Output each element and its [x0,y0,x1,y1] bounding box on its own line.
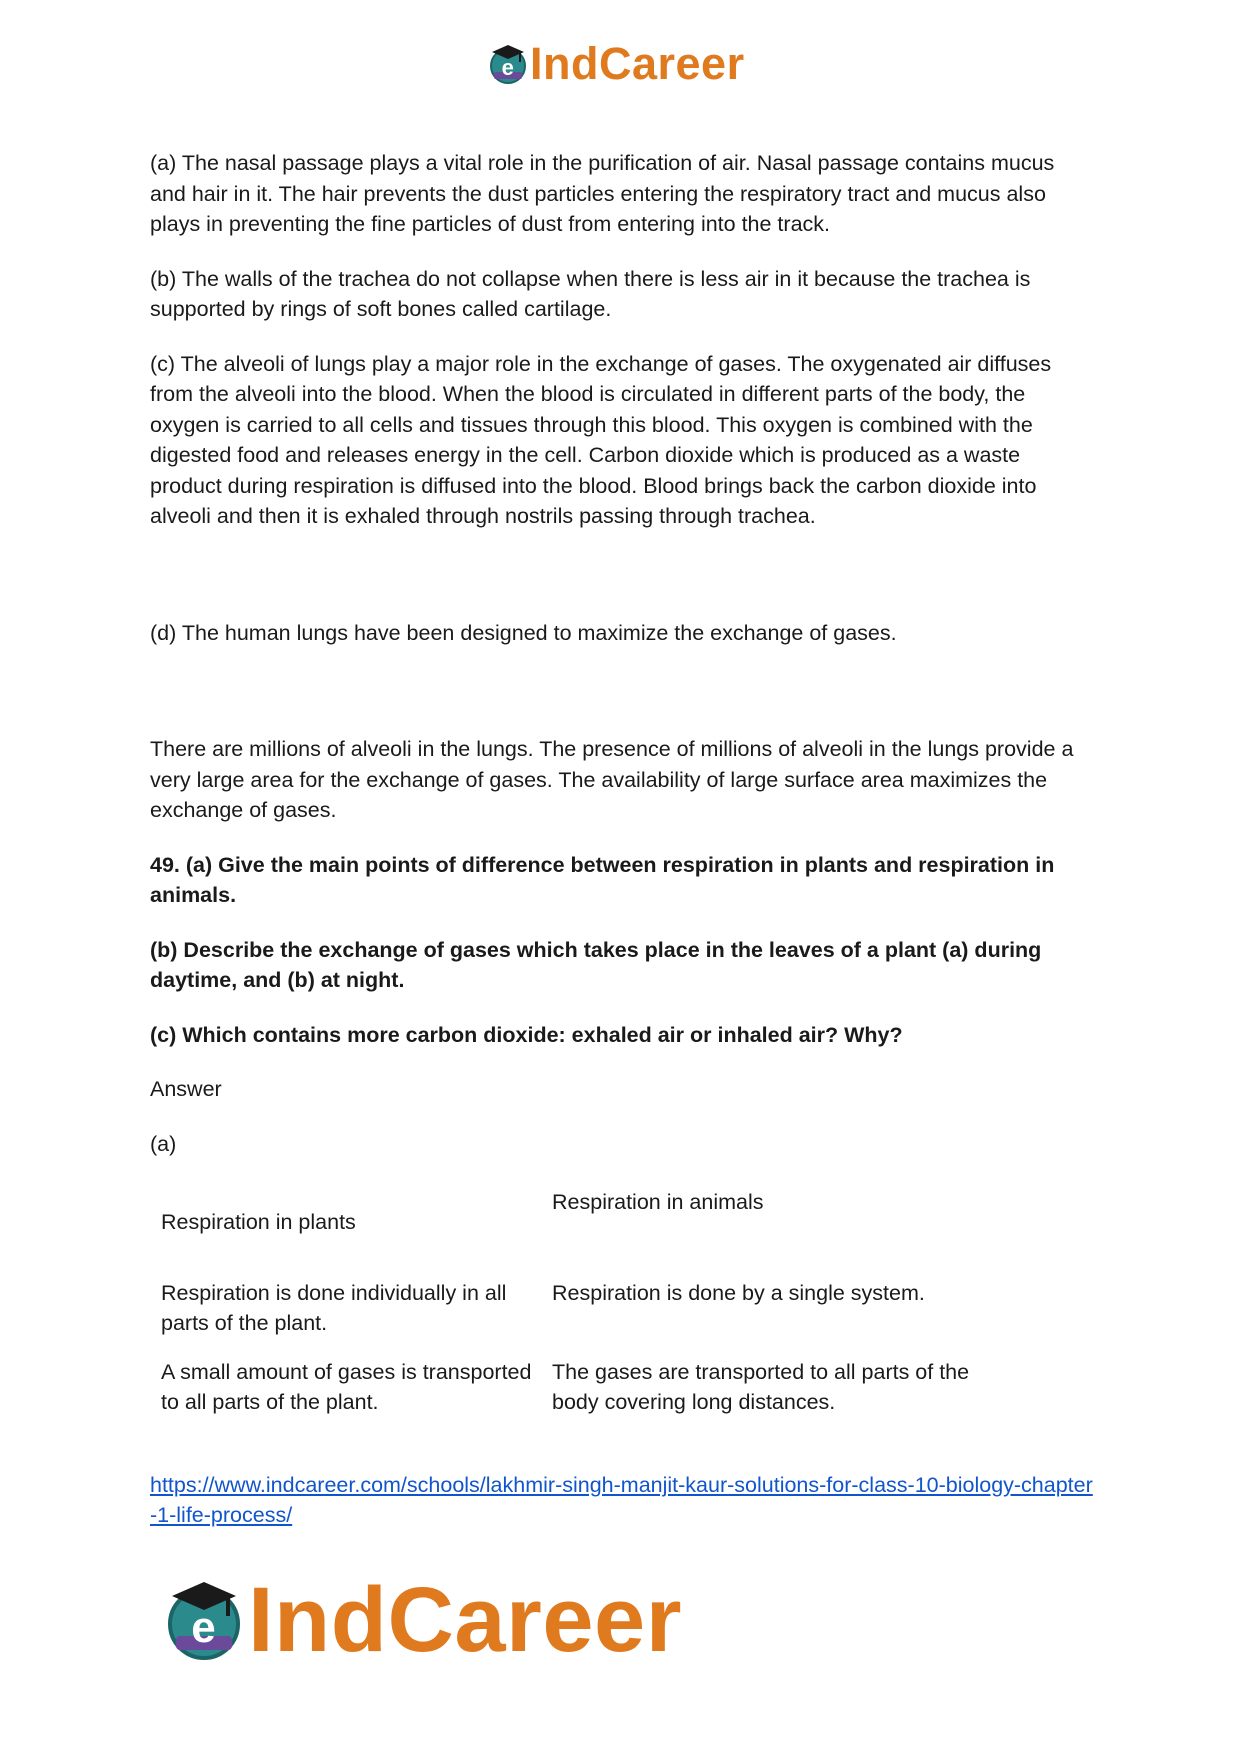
comparison-table [150,1181,992,1430]
table-header-cell: Respiration in animals [552,1190,764,1214]
svg-text:e: e [501,55,515,80]
alveoli-paragraph: There are millions of alveoli in the lungs. The presence of millions of alveoli in the lungs provide a very large area for the exchange of gases. The availability of large surface area maximizes the exchange of gases. [150,737,1074,822]
table-cell: A small amount of gases is transported to all parts of the plant. [161,1359,532,1414]
table-cell: The gases are transported to all parts of the body covering long distances. [552,1359,970,1414]
blank-space [150,672,1095,734]
answer-paragraph-b: (b) The walls of the trachea do not collapse when there is less air in it because the trachea is supported by rings of soft bones called cartilage. [150,266,1031,321]
source-link[interactable]: https://www.indcareer.com/schools/lakhmir-singh-manjit-kaur-solutions-for-class-10-biology-chapter-1-life-process/ [150,1472,1093,1527]
indcareer-logo-top [486,38,745,90]
table-cell: Respiration is done individually in all parts of the plant. [161,1280,507,1335]
svg-text:e: e [191,1603,217,1652]
table-header-cell: Respiration in plants [161,1210,356,1234]
question-49-b: (b) Describe the exchange of gases which takes place in the leaves of a plant (a) during daytime, and (b) at night. [150,937,1042,992]
table-cell: Respiration is done by a single system. [552,1280,925,1305]
blank-space [150,556,1095,618]
logo-wordmark: IndCareer [248,1568,682,1671]
indcareer-logo-bottom [160,1570,682,1670]
answer-paragraph-d: (d) The human lungs have been designed to maximize the exchange of gases. [150,620,897,645]
answer-paragraph-a: (a) The nasal passage plays a vital role in the purification of air. Nasal passage contains mucus and hair in it. The hair prevents the dust particles entering the respiratory tract and mucus also plays in preventing the fine particles of dust from entering into the track. [150,151,1055,236]
table-row [150,1250,992,1351]
answer-label: Answer [150,1077,222,1101]
globe-graduation-cap-icon [160,1576,248,1664]
page-content [150,148,1095,1531]
logo-wordmark: IndCareer [530,38,745,89]
question-49-a: 49. (a) Give the main points of difference between respiration in plants and respiration in animals. [150,852,1055,907]
table-header-row [150,1181,992,1250]
answer-part-label: (a) [150,1131,177,1156]
answer-paragraph-c: (c) The alveoli of lungs play a major role in the exchange of gases. The oxygenated air diffuses from the alveoli into the blood. When the blood is circulated in different parts of the body, the oxygen is carried to all cells and tissues through this blood. This oxygen is combined with the digested food and releases energy in the cell. Carbon dioxide which is produced as a waste product during respiration is diffused into the blood. Blood brings back the carbon dioxide into alveoli and then it is exhaled through nostrils passing through trachea. [150,351,1052,528]
question-49-c: (c) Which contains more carbon dioxide: exhaled air or inhaled air? Why? [150,1022,903,1047]
table-row [150,1351,992,1430]
globe-graduation-cap-icon [486,42,530,86]
